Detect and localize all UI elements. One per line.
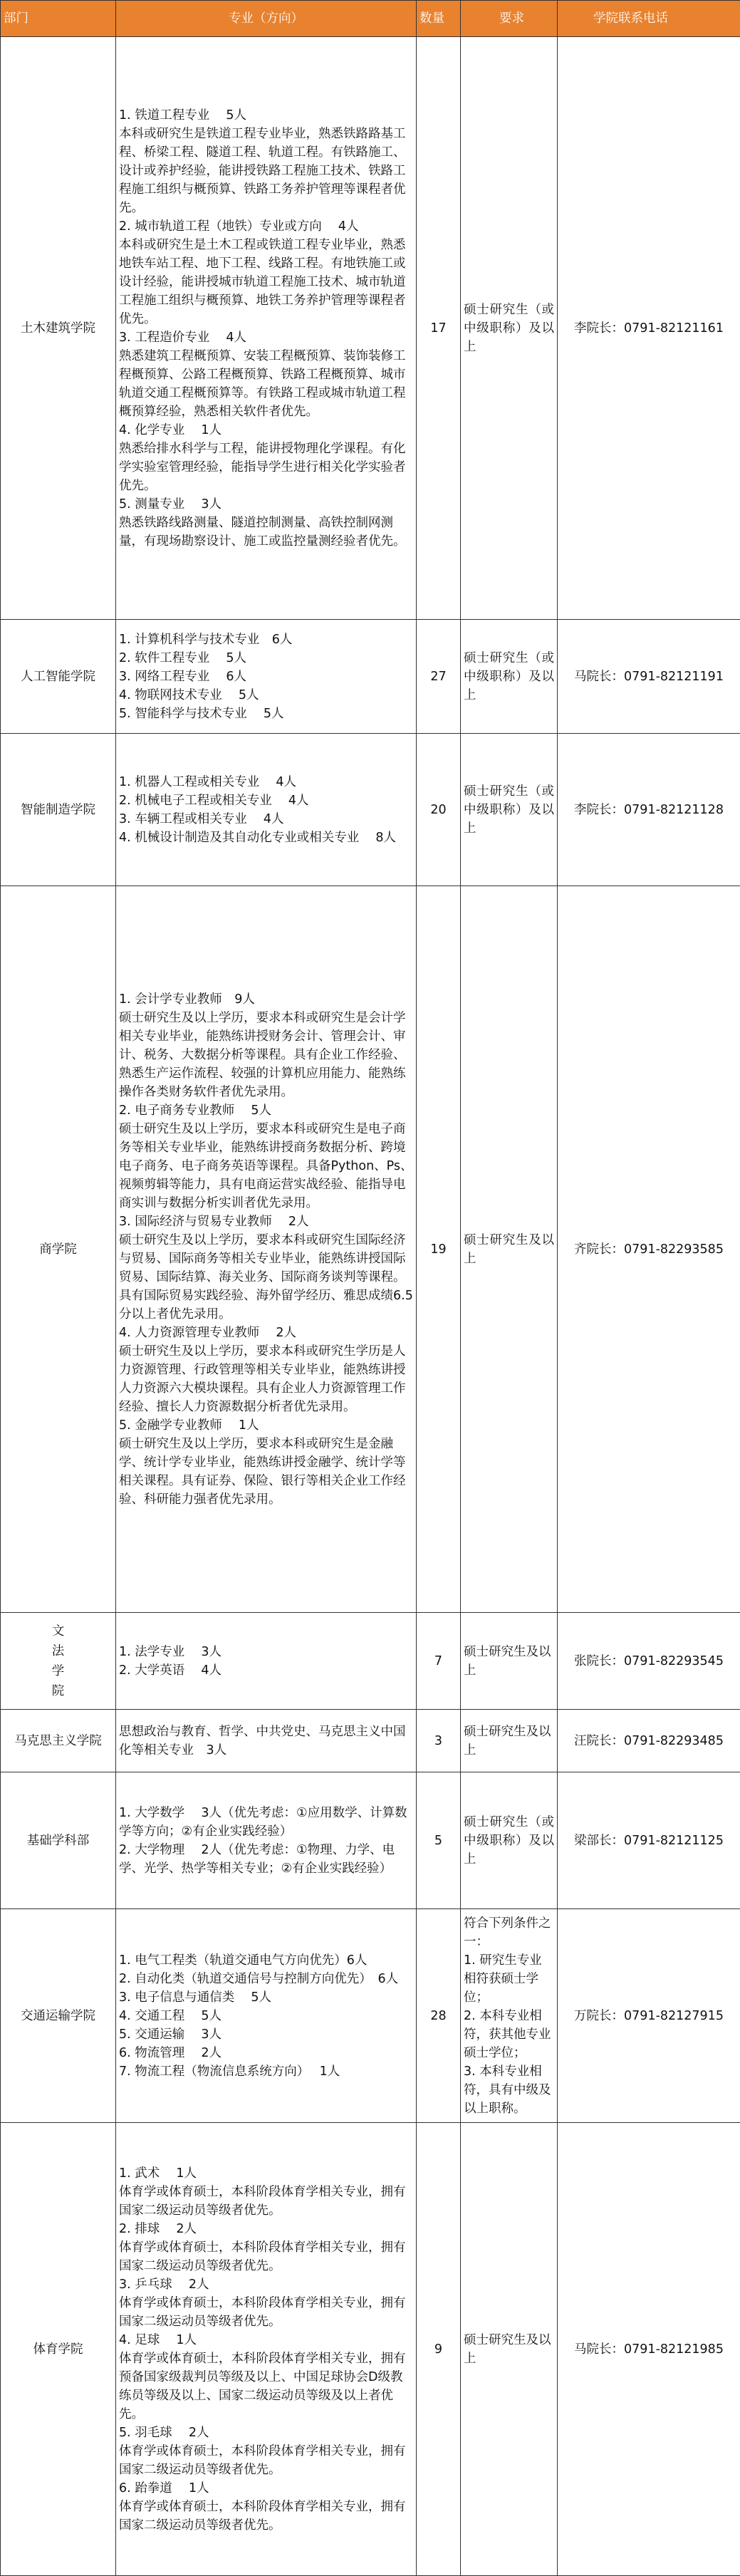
phone-cell: 张院长：0791-82293545 — [558, 1613, 740, 1710]
dept-cell: 马克思主义学院 — [1, 1710, 116, 1772]
major-line: 3. 电子信息与通信类 5人 — [119, 1990, 271, 2005]
major-line: 1. 计算机科学与技术专业 6人 — [119, 632, 293, 647]
req-cell: 硕士研究生及以上 — [461, 1710, 558, 1772]
major-line: 1. 会计学专业教师 9人 — [119, 992, 255, 1007]
major-line: 体育学或体育硕士，本科阶段体育学相关专业，拥有国家二级运动员等级者优先。 — [119, 2240, 406, 2273]
req-cell: 硕士研究生（或中级职称）及以上 — [461, 734, 558, 886]
dept-cell: 智能制造学院 — [1, 734, 116, 886]
header-phone: 学院联系电话 — [558, 1, 740, 37]
major-line: 硕士研究生及以上学历，要求本科或研究生是会计学相关专业毕业，能熟练讲授财务会计、管理会计、审计、税务、大数据分析等课程。具有企业工作经验、熟悉生产运作流程、较强的计算机应用能力、能熟练操作各类财务软件者优先录用。 — [119, 1010, 406, 1099]
table-row — [1, 620, 740, 734]
count-cell: 19 — [417, 886, 461, 1613]
major-line: 2. 排球 2人 — [119, 2221, 197, 2236]
major-line: 体育学或体育硕士，本科阶段体育学相关专业，拥有国家二级运动员等级者优先。 — [119, 2295, 406, 2329]
major-line: 2. 自动化类（轨道交通信号与控制方向优先） 6人 — [119, 1971, 399, 1986]
count-cell: 28 — [417, 1909, 461, 2123]
count-cell: 20 — [417, 734, 461, 886]
req-line: 3. 本科专业相符，具有中级及以上职称。 — [464, 2064, 551, 2116]
major-line: 2. 大学物理 2人（优先考虑：①物理、力学、电学、光学、热学等相关专业；②有企业实践经验） — [119, 1842, 395, 1876]
major-line: 4. 足球 1人 — [119, 2332, 197, 2347]
major-cell — [116, 1909, 417, 2123]
table-row — [1, 1772, 740, 1909]
req-cell — [461, 1909, 558, 2123]
major-line: 体育学或体育硕士，本科阶段体育学相关专业，拥有国家二级运动员等级者优先。 — [119, 2499, 406, 2533]
dept-cell: 人工智能学院 — [1, 620, 116, 734]
major-line: 4. 化学专业 1人 — [119, 422, 222, 437]
major-line: 熟悉建筑工程概预算、安装工程概预算、装饰装修工程概预算、公路工程概预算、铁路工程概预算、城市轨道交通工程概预算等。有铁路工程或城市轨道工程概预算经验，熟悉相关软件者优先。 — [119, 348, 406, 419]
major-line: 6. 跆拳道 1人 — [119, 2481, 209, 2496]
major-line: 4. 交通工程 5人 — [119, 2008, 222, 2023]
major-line: 2. 电子商务专业教师 5人 — [119, 1103, 271, 1118]
count-cell: 9 — [417, 2123, 461, 2576]
major-line: 5. 金融学专业教师 1人 — [119, 1418, 259, 1433]
table-row — [1, 734, 740, 886]
major-line: 5. 交通运输 3人 — [119, 2027, 222, 2042]
dept-cell: 交通运输学院 — [1, 1909, 116, 2123]
dept-cell: 体育学院 — [1, 2123, 116, 2576]
dept-vertical-text: 文法学院 — [51, 1624, 65, 1698]
major-line: 本科或研究生是土木工程或铁道工程专业毕业，熟悉地铁车站工程、地下工程、线路工程。有地铁施工或设计经验，能讲授城市轨道工程施工技术、城市轨道工程施工组织与概预算、地铁工务养护管理等课程者优先。 — [119, 237, 406, 326]
major-cell — [116, 734, 417, 886]
major-line: 4. 机械设计制造及其自动化专业或相关专业 8人 — [119, 830, 396, 845]
major-line: 4. 人力资源管理专业教师 2人 — [119, 1325, 296, 1340]
major-cell — [116, 1710, 417, 1772]
major-line: 6. 物流管理 2人 — [119, 2045, 222, 2060]
phone-cell: 马院长：0791-82121191 — [558, 620, 740, 734]
major-line: 熟悉给排水科学与工程，能讲授物理化学课程。有化学实验室管理经验，能指导学生进行相关化学实验者优先。 — [119, 441, 406, 493]
major-line: 1. 电气工程类（轨道交通电气方向优先）6人 — [119, 1953, 368, 1968]
table-row — [1, 1909, 740, 2123]
major-line: 3. 工程造价专业 4人 — [119, 330, 246, 345]
major-line: 2. 大学英语 4人 — [119, 1663, 222, 1678]
req-cell: 硕士研究生及以上 — [461, 886, 558, 1613]
major-line: 4. 物联网技术专业 5人 — [119, 687, 259, 702]
count-cell: 17 — [417, 37, 461, 620]
req-line: 1. 研究生专业相符获硕士学位； — [464, 1953, 542, 2005]
req-cell: 硕士研究生（或中级职称）及以上 — [461, 1772, 558, 1909]
table-row — [1, 37, 740, 620]
phone-cell: 汪院长：0791-82293485 — [558, 1710, 740, 1772]
header-count: 数量 — [417, 1, 461, 37]
req-line: 2. 本科专业相符，获其他专业硕士学位； — [464, 2008, 551, 2060]
table-row — [1, 2123, 740, 2576]
major-cell — [116, 1772, 417, 1909]
major-line: 1. 大学数学 3人（优先考虑：①应用数学、计算数学等方向；②有企业实践经验） — [119, 1805, 407, 1839]
major-line: 1. 法学专业 3人 — [119, 1644, 222, 1659]
dept-cell — [1, 1613, 116, 1710]
major-line: 思想政治与教育、哲学、中共党史、马克思主义中国化等相关专业 3人 — [119, 1724, 406, 1757]
major-line: 2. 城市轨道工程（地铁）专业或方向 4人 — [119, 219, 359, 234]
major-line: 熟悉铁路线路测量、隧道控制测量、高铁控制网测量，有现场勘察设计、施工或监控量测经验者优先。 — [119, 515, 406, 549]
req-cell: 硕士研究生（或中级职称）及以上 — [461, 37, 558, 620]
header-dept: 部门 — [1, 1, 116, 37]
phone-cell: 万院长：0791-82127915 — [558, 1909, 740, 2123]
major-line: 硕士研究生及以上学历，要求本科或研究生国际经济与贸易、国际商务等相关专业毕业，能熟练讲授国际贸易、国际结算、海关业务、国际商务谈判等课程。具有国际贸易实践经验、海外留学经历、雅思成绩6.5分以上者优先录用。 — [119, 1232, 413, 1321]
major-cell — [116, 2123, 417, 2576]
header-row — [1, 1, 740, 37]
major-line: 5. 智能科学与技术专业 5人 — [119, 706, 284, 721]
major-line: 3. 网络工程专业 6人 — [119, 669, 246, 684]
phone-cell: 齐院长：0791-82293585 — [558, 886, 740, 1613]
dept-cell: 基础学科部 — [1, 1772, 116, 1909]
major-line: 1. 铁道工程专业 5人 — [119, 108, 246, 123]
dept-cell: 商学院 — [1, 886, 116, 1613]
major-line: 体育学或体育硕士，本科阶段体育学相关专业，拥有国家二级运动员等级者优先。 — [119, 2184, 406, 2218]
table-row — [1, 1613, 740, 1710]
major-cell — [116, 1613, 417, 1710]
major-cell — [116, 37, 417, 620]
major-line: 本科或研究生是铁道工程专业毕业，熟悉铁路路基工程、桥梁工程、隧道工程、轨道工程。有铁路施工、设计或养护经验，能讲授铁路工程施工技术、铁路工程施工组织与概预算、铁路工务养护管理等课程者优先。 — [119, 126, 406, 215]
major-line: 3. 乒乓球 2人 — [119, 2277, 209, 2292]
major-cell — [116, 620, 417, 734]
major-line: 1. 机器人工程或相关专业 4人 — [119, 774, 296, 789]
major-line: 5. 羽毛球 2人 — [119, 2425, 209, 2440]
req-cell: 硕士研究生（或中级职称）及以上 — [461, 620, 558, 734]
major-line: 1. 武术 1人 — [119, 2166, 197, 2181]
header-major: 专业（方向） — [116, 1, 417, 37]
major-cell — [116, 886, 417, 1613]
header-req: 要求 — [461, 1, 558, 37]
phone-cell: 李院长：0791-82121128 — [558, 734, 740, 886]
count-cell: 27 — [417, 620, 461, 734]
phone-cell: 梁部长：0791-82121125 — [558, 1772, 740, 1909]
req-cell: 硕士研究生及以上 — [461, 2123, 558, 2576]
major-line: 硕士研究生及以上学历，要求本科或研究生是电子商务等相关专业毕业，能熟练讲授商务数据分析、跨境电子商务、电子商务英语等课程。具备Python、Ps、视频剪辑等能力，具有电商运营实战经验、能指导电商实训与数据分析实训者优先录用。 — [119, 1121, 413, 1210]
count-cell: 3 — [417, 1710, 461, 1772]
major-line: 5. 测量专业 3人 — [119, 497, 222, 511]
req-cell: 硕士研究生及以上 — [461, 1613, 558, 1710]
table-row — [1, 1710, 740, 1772]
major-line: 2. 软件工程专业 5人 — [119, 650, 246, 665]
major-line: 3. 国际经济与贸易专业教师 2人 — [119, 1214, 309, 1229]
dept-cell: 土木建筑学院 — [1, 37, 116, 620]
major-line: 3. 车辆工程或相关专业 4人 — [119, 811, 284, 826]
req-line: 符合下列条件之一： — [464, 1916, 551, 1949]
major-line: 硕士研究生及以上学历，要求本科或研究生是金融学、统计学专业毕业，能熟练讲授金融学、统计学等相关课程。具有证券、保险、银行等相关企业工作经验、科研能力强者优先录用。 — [119, 1436, 406, 1507]
count-cell: 7 — [417, 1613, 461, 1710]
count-cell: 5 — [417, 1772, 461, 1909]
table-row — [1, 886, 740, 1613]
major-line: 2. 机械电子工程或相关专业 4人 — [119, 793, 309, 808]
major-line: 体育学或体育硕士，本科阶段体育学相关专业，拥有预备国家级裁判员等级及以上、中国足球协会D级教练员等级及以上、国家二级运动员等级及以上者优先。 — [119, 2351, 406, 2421]
major-line: 硕士研究生及以上学历，要求本科或研究生学历是人力资源管理、行政管理等相关专业毕业，能熟练讲授人力资源六大模块课程。具有企业人力资源管理工作经验、擅长人力资源数据分析者优先录用。 — [119, 1344, 406, 1414]
major-line: 体育学或体育硕士，本科阶段体育学相关专业，拥有国家二级运动员等级者优先。 — [119, 2443, 406, 2477]
phone-cell: 马院长：0791-82121985 — [558, 2123, 740, 2576]
phone-cell: 李院长：0791-82121161 — [558, 37, 740, 620]
major-line: 7. 物流工程（物流信息系统方向） 1人 — [119, 2064, 340, 2079]
